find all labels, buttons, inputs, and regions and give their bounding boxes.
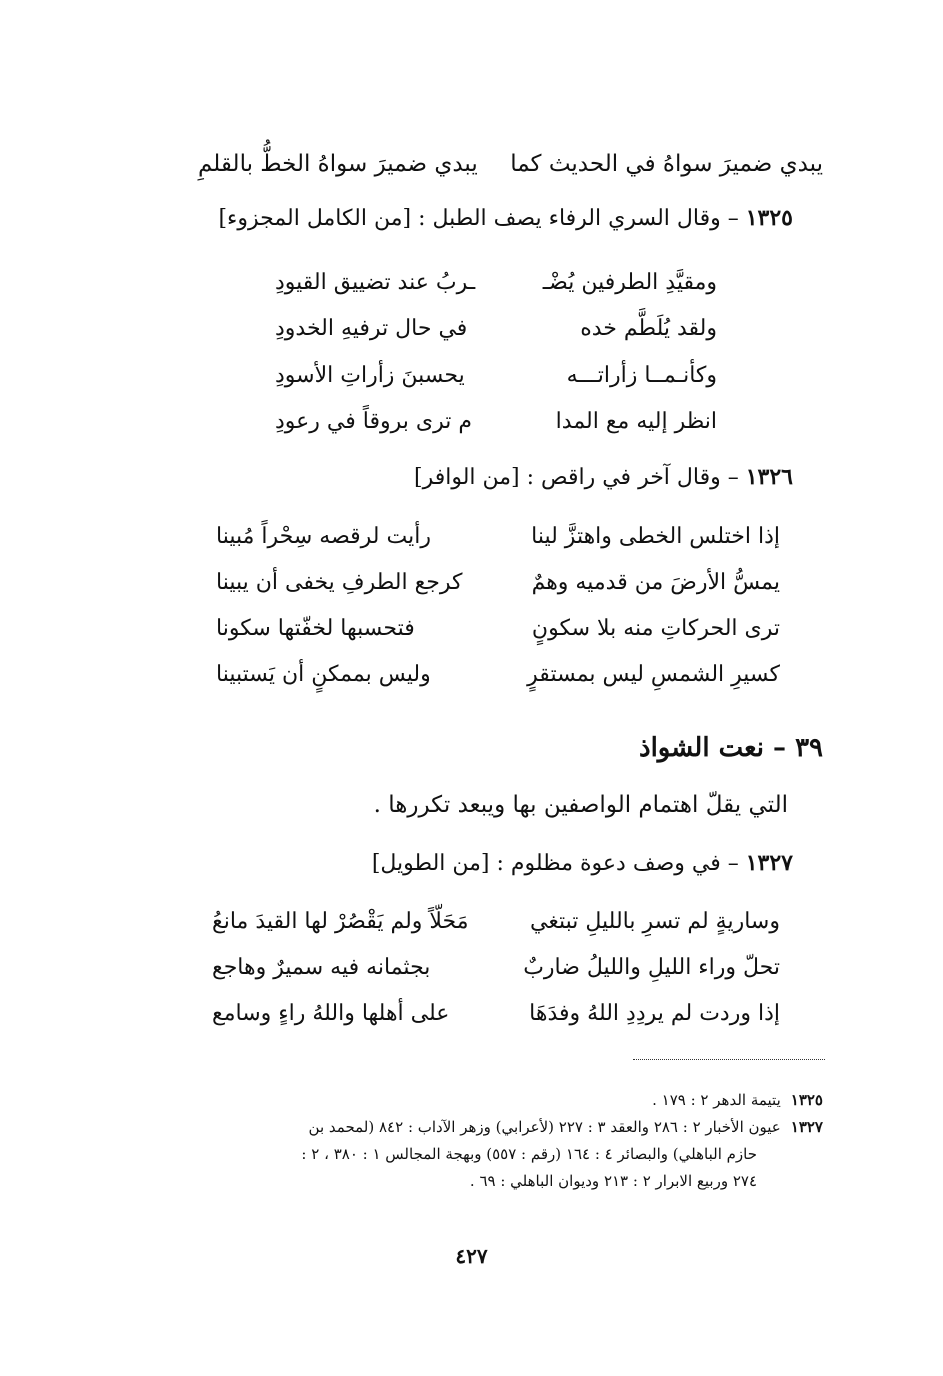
verse-1327-3-right: إذا وردت لم يردِدِ اللهُ وفدَهَا — [529, 1001, 780, 1026]
verse-1326-2-left: كرجع الطرفِ يخفى أن يبينا — [216, 570, 463, 595]
footnote-divider — [633, 1059, 825, 1060]
verse-1325-1-left: ـربُ عند تضييق القيودِ — [275, 270, 476, 295]
verse-1327-1-right: وساريةٍ لم تسرِ بالليلِ تبتغي — [530, 909, 780, 934]
verse-1327-1-left: مَحَلّاً ولم يَقْصُرْ لها القيدَ مانعُ — [212, 909, 469, 934]
verse-1326-4-right: كسيرِ الشمسِ ليس بمستقرٍ — [527, 662, 780, 687]
footnote-1325-text: يتيمة الدهر ٢ : ١٧٩ . — [652, 1091, 781, 1109]
poem-1326-title: – وقال آخر في راقص : [من الوافر] — [413, 465, 739, 490]
footnote-1327-number: ١٣٢٧ — [790, 1118, 823, 1136]
section-intro: التي يقلّ اهتمام الواصفين بها ويبعد تكررها . — [373, 792, 788, 818]
poem-1326-number: ١٣٢٦ — [745, 464, 793, 490]
poem-1327-title: – في وصف دعوة مظلوم : [من الطويل] — [371, 851, 739, 876]
poem-1327-heading — [372, 846, 793, 881]
poem-1325-title: – وقال السري الرفاء يصف الطبل : [من الكامل المجزوء] — [218, 206, 739, 231]
verse-1326-1-right: إذا اختلس الخطى واهتزَّ لينا — [531, 524, 780, 549]
verse-1325-4-left: م ترى بروقاً في رعودِ — [275, 409, 472, 434]
footnote-1327-line-3: ٢٧٤ وربيع الابرار ٢ : ٢١٣ وديوان الباهلي : ٦٩ . — [469, 1172, 757, 1190]
poem-1327-number: ١٣٢٧ — [745, 850, 793, 876]
verse-1325-3-left: يحسبنَ زأراتِ الأسودِ — [275, 363, 465, 388]
top-verse-left-hemistich: يبدي ضميرَ سواهُ الخطُّ بالقلمِ — [198, 151, 478, 177]
top-verse-right-hemistich: يبدي ضميرَ سواهُ في الحديث كما — [510, 151, 823, 177]
poem-1326-heading — [414, 460, 793, 495]
verse-1325-2-right: ولقد يُلَطَّم خده — [580, 316, 717, 341]
verse-1326-3-right: ترى الحركاتِ منه بلا سكونٍ — [531, 616, 780, 641]
verse-1327-3-left: على أهلها واللهُ راءٍ وسامع — [212, 1001, 450, 1026]
verse-1327-2-left: بجثمانه فيه سميرٌ وهاجع — [212, 955, 431, 980]
poem-1325-heading — [218, 201, 793, 236]
verse-1326-2-right: يمسُّ الأرضَ من قدميه وهمٌ — [531, 570, 780, 595]
verse-1326-3-left: فتحسبها لخفّتها سكونا — [216, 616, 415, 641]
verse-1325-2-left: في حال ترفيهِ الخدودِ — [275, 316, 468, 341]
verse-1325-1-right: ومقيَّدِ الطرفين يُضْـ — [542, 270, 717, 295]
verse-1327-2-right: تحلّ وراء الليلِ والليلُ ضاربٌ — [523, 955, 780, 980]
footnote-1325-number: ١٣٢٥ — [790, 1091, 823, 1109]
verse-1326-1-left: رأيت لرقصه سِحْراً مُبينا — [216, 524, 431, 549]
verse-1326-4-left: وليس بممكنٍ أن يَستبينا — [216, 662, 431, 687]
footnote-1327-line-1: عيون الأخبار ٢ : ٢٨٦ والعقد ٣ : ٢٢٧ (لأعرابي) وزهر الآداب : ٨٤٢ (لمحمد بن — [308, 1118, 781, 1136]
section-title: – نعت الشواذ — [639, 733, 786, 763]
poem-1325-number: ١٣٢٥ — [745, 205, 793, 231]
footnote-1325 — [652, 1086, 823, 1114]
verse-1325-3-right: وكأنـمــا زأراتـــه — [566, 363, 717, 388]
footnote-1327-line-2: حازم الباهلي) والبصائر ٤ : ١٦٤ (رقم : ٥٥٧) وبهجة المجالس ١ : ٣٨٠ ، ٢ : — [301, 1145, 757, 1163]
footnote-1327 — [309, 1113, 823, 1141]
verse-1325-4-right: انظر إليه مع المدا — [555, 409, 717, 434]
page-number: ٤٢٧ — [455, 1244, 488, 1268]
section-39-heading — [639, 728, 823, 768]
section-number: ٣٩ — [795, 733, 823, 763]
